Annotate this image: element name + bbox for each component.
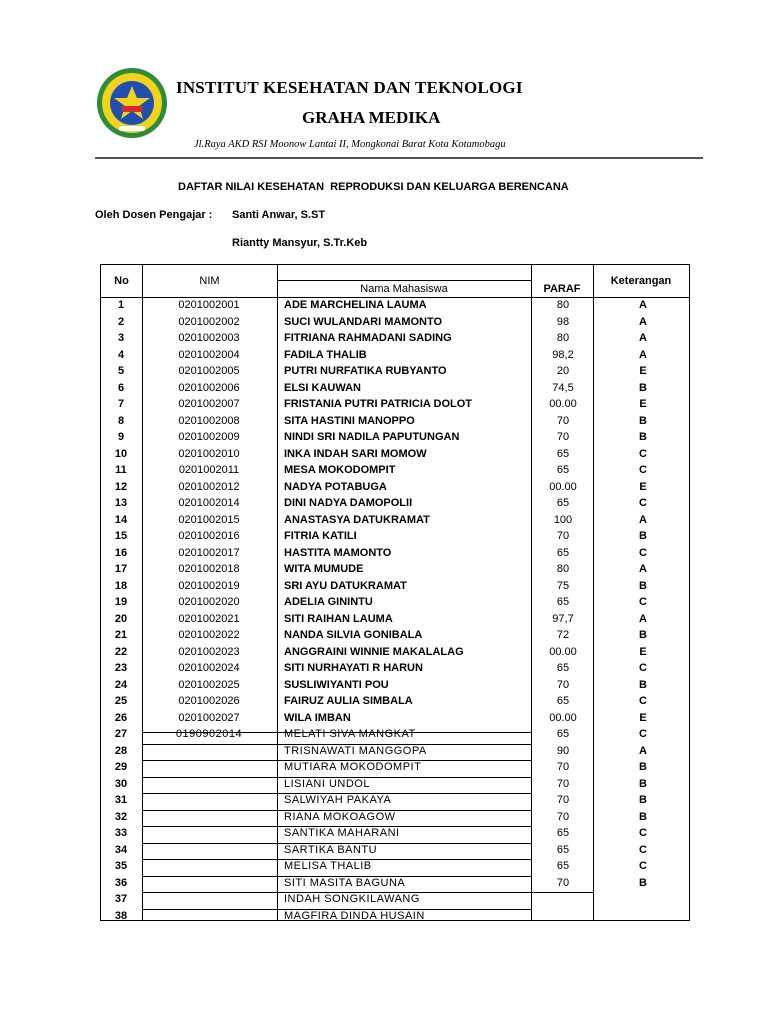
row-keterangan: C bbox=[639, 546, 647, 559]
row-paraf: 65 bbox=[556, 827, 570, 839]
row-keterangan: B bbox=[639, 629, 647, 641]
row-nim: 0201002003 bbox=[178, 332, 240, 344]
row-keterangan: A bbox=[639, 563, 647, 575]
table-row bbox=[100, 891, 690, 908]
row-paraf: 70 bbox=[556, 414, 570, 427]
row-name: MELATI SIVA MANGKAT bbox=[284, 728, 416, 740]
row-name: SITI NURHAYATI R HARUN bbox=[284, 662, 423, 674]
table-row bbox=[100, 776, 690, 793]
row-nim: 0201002027 bbox=[178, 711, 240, 724]
row-paraf: 65 bbox=[556, 843, 570, 856]
row-number: 14 bbox=[114, 513, 128, 526]
row-nim: 0201002015 bbox=[178, 513, 240, 526]
col-header-nim: NIM bbox=[199, 275, 220, 287]
row-keterangan: B bbox=[639, 579, 647, 592]
col-header-name: Nama Mahasiswa bbox=[360, 283, 448, 295]
row-number: 12 bbox=[114, 480, 128, 493]
row-nim: 0201002021 bbox=[178, 612, 240, 625]
row-number: 1 bbox=[117, 299, 125, 311]
row-paraf: 65 bbox=[556, 728, 570, 740]
row-name: SARTIKA BANTU bbox=[284, 843, 378, 856]
table-row bbox=[100, 627, 690, 644]
row-name: MUTIARA MOKODOMPIT bbox=[284, 761, 422, 773]
row-name: FRISTANIA PUTRI PATRICIA DOLOT bbox=[284, 398, 473, 410]
row-keterangan: C bbox=[639, 662, 647, 674]
row-paraf: 70 bbox=[556, 530, 570, 542]
row-paraf: 80 bbox=[556, 563, 570, 575]
row-number: 36 bbox=[114, 876, 128, 889]
table-row bbox=[100, 594, 690, 611]
row-name: SUSLIWIYANTI POU bbox=[284, 678, 389, 691]
row-name: ELSI KAUWAN bbox=[284, 381, 361, 394]
row-keterangan: C bbox=[639, 827, 647, 839]
row-paraf: 72 bbox=[556, 629, 570, 641]
row-name: SRI AYU DATUKRAMAT bbox=[284, 579, 407, 592]
row-name: SANTIKA MAHARANI bbox=[284, 827, 400, 839]
row-number: 6 bbox=[117, 381, 125, 394]
row-keterangan: A bbox=[639, 612, 647, 625]
row-name: SITI RAIHAN LAUMA bbox=[284, 612, 393, 625]
row-number: 33 bbox=[114, 827, 128, 839]
table-row bbox=[100, 792, 690, 809]
row-keterangan: E bbox=[639, 398, 647, 410]
row-nim: 0201002002 bbox=[178, 315, 240, 328]
row-name: NADYA POTABUGA bbox=[284, 480, 387, 493]
row-keterangan: C bbox=[639, 860, 647, 872]
table-row bbox=[100, 710, 690, 727]
table-row bbox=[100, 611, 690, 628]
row-number: 38 bbox=[114, 909, 128, 922]
table-body bbox=[100, 297, 690, 924]
row-number: 22 bbox=[114, 645, 128, 658]
table-row bbox=[100, 330, 690, 347]
row-name: DINI NADYA DAMOPOLII bbox=[284, 497, 413, 509]
row-paraf: 70 bbox=[556, 810, 570, 823]
row-keterangan: B bbox=[639, 761, 647, 773]
row-keterangan: B bbox=[639, 794, 647, 806]
row-paraf: 65 bbox=[556, 662, 570, 674]
row-name: INKA INDAH SARI MOMOW bbox=[284, 447, 427, 460]
row-keterangan: A bbox=[639, 332, 647, 344]
row-number: 18 bbox=[114, 579, 128, 592]
row-paraf: 70 bbox=[556, 876, 570, 889]
row-name: NANDA SILVIA GONIBALA bbox=[284, 629, 423, 641]
row-number: 35 bbox=[114, 860, 128, 872]
row-nim: 0201002016 bbox=[178, 530, 240, 542]
row-nim: 0201002008 bbox=[178, 414, 240, 427]
row-number: 25 bbox=[114, 695, 128, 707]
row-name: SITI MASITA BAGUNA bbox=[284, 876, 406, 889]
row-name: TRISNAWATI MANGGOPA bbox=[284, 744, 427, 757]
row-number: 4 bbox=[117, 348, 125, 361]
row-keterangan: B bbox=[639, 810, 647, 823]
row-name: ANGGRAINI WINNIE MAKALALAG bbox=[284, 645, 464, 658]
row-number: 15 bbox=[114, 530, 128, 542]
row-paraf: 00.00 bbox=[549, 645, 577, 658]
table-row bbox=[100, 446, 690, 463]
col-header-paraf: PARAF bbox=[543, 283, 581, 295]
row-keterangan: C bbox=[639, 464, 647, 476]
row-paraf: 70 bbox=[556, 431, 570, 443]
table-row bbox=[100, 809, 690, 826]
table-row bbox=[100, 545, 690, 562]
table-row bbox=[100, 314, 690, 331]
row-nim: 0201002007 bbox=[178, 398, 240, 410]
table-row bbox=[100, 413, 690, 430]
row-nim: 0201002025 bbox=[178, 678, 240, 691]
row-number: 3 bbox=[117, 332, 125, 344]
row-number: 28 bbox=[114, 744, 128, 757]
row-name: PUTRI NURFATIKA RUBYANTO bbox=[284, 365, 447, 377]
table-row bbox=[100, 528, 690, 545]
row-keterangan: C bbox=[639, 447, 647, 460]
row-name: INDAH SONGKILAWANG bbox=[284, 893, 420, 905]
row-nim: 0201002009 bbox=[178, 431, 240, 443]
row-name: LISIANI UNDOL bbox=[284, 777, 370, 790]
row-paraf: 70 bbox=[556, 761, 570, 773]
col-header-no: No bbox=[114, 275, 129, 287]
row-nim: 0201002026 bbox=[178, 695, 240, 707]
row-number: 8 bbox=[117, 414, 125, 427]
table-row bbox=[100, 759, 690, 776]
table-row bbox=[100, 677, 690, 694]
row-name: NINDI SRI NADILA PAPUTUNGAN bbox=[284, 431, 460, 443]
row-nim: 0201002011 bbox=[178, 464, 240, 476]
row-paraf: 90 bbox=[556, 744, 570, 757]
row-number: 31 bbox=[114, 794, 128, 806]
table-row bbox=[100, 875, 690, 892]
row-number: 19 bbox=[114, 596, 128, 608]
row-keterangan: B bbox=[639, 777, 647, 790]
row-keterangan: B bbox=[639, 414, 647, 427]
table-row bbox=[100, 908, 690, 925]
table-row bbox=[100, 297, 690, 314]
lecturer-label: Oleh Dosen Pengajar : bbox=[95, 209, 213, 221]
table-row bbox=[100, 495, 690, 512]
row-name: FITRIA KATILI bbox=[284, 530, 357, 542]
row-paraf: 98 bbox=[556, 315, 570, 328]
table-row bbox=[100, 363, 690, 380]
row-paraf: 65 bbox=[556, 464, 570, 476]
row-number: 26 bbox=[114, 711, 128, 724]
row-keterangan: A bbox=[639, 513, 647, 526]
row-number: 32 bbox=[114, 810, 128, 823]
row-nim: 0201002001 bbox=[178, 299, 240, 311]
row-paraf: 65 bbox=[556, 447, 570, 460]
row-name: MELISA THALIB bbox=[284, 860, 372, 872]
institution-name-line1: INSTITUT KESEHATAN DAN TEKNOLOGI bbox=[176, 78, 523, 97]
row-paraf: 98,2 bbox=[552, 348, 574, 361]
row-nim: 0201002023 bbox=[178, 645, 240, 658]
row-keterangan: E bbox=[639, 645, 647, 658]
row-nim: 0201002017 bbox=[178, 546, 240, 559]
table-row bbox=[100, 578, 690, 595]
table-row bbox=[100, 842, 690, 859]
table-row bbox=[100, 479, 690, 496]
row-keterangan: A bbox=[639, 299, 647, 311]
row-number: 21 bbox=[114, 629, 128, 641]
row-number: 37 bbox=[114, 893, 128, 905]
table-row bbox=[100, 825, 690, 842]
row-nim: 0201002014 bbox=[178, 497, 240, 509]
row-paraf: 80 bbox=[556, 299, 570, 311]
row-name: WITA MUMUDE bbox=[284, 563, 364, 575]
row-paraf: 70 bbox=[556, 794, 570, 806]
row-keterangan: A bbox=[639, 348, 647, 361]
row-number: 5 bbox=[117, 365, 125, 377]
row-keterangan: C bbox=[639, 596, 647, 608]
table-row bbox=[100, 858, 690, 875]
row-keterangan: E bbox=[639, 711, 647, 724]
row-nim: 0201002022 bbox=[178, 629, 240, 641]
institution-logo bbox=[95, 66, 169, 140]
row-keterangan: A bbox=[639, 744, 647, 757]
table-row bbox=[100, 380, 690, 397]
row-name: MESA MOKODOMPIT bbox=[284, 464, 396, 476]
row-name: MAGFIRA DINDA HUSAIN bbox=[284, 909, 425, 922]
table-row bbox=[100, 743, 690, 760]
row-nim: 0201002019 bbox=[178, 579, 240, 592]
row-paraf: 00.00 bbox=[549, 398, 577, 410]
row-number: 9 bbox=[117, 431, 125, 443]
col-header-ket: Keterangan bbox=[610, 275, 672, 287]
table-row bbox=[100, 660, 690, 677]
row-number: 2 bbox=[117, 315, 125, 328]
row-nim: 0201002012 bbox=[178, 480, 240, 493]
row-number: 30 bbox=[114, 777, 128, 790]
row-paraf: 74,5 bbox=[552, 381, 574, 394]
row-keterangan: B bbox=[639, 876, 647, 889]
row-paraf: 65 bbox=[556, 497, 570, 509]
row-name: ADE MARCHELINA LAUMA bbox=[284, 299, 427, 311]
table-row bbox=[100, 693, 690, 710]
row-keterangan: B bbox=[639, 530, 647, 542]
row-name: WILA IMBAN bbox=[284, 711, 351, 724]
row-keterangan: B bbox=[639, 431, 647, 443]
row-number: 11 bbox=[115, 464, 127, 476]
row-keterangan: B bbox=[639, 381, 647, 394]
row-paraf: 70 bbox=[556, 777, 570, 790]
row-paraf: 97,7 bbox=[552, 612, 574, 625]
row-keterangan: C bbox=[639, 497, 647, 509]
institution-name-line2: GRAHA MEDIKA bbox=[302, 108, 441, 127]
row-nim: 0201002004 bbox=[178, 348, 240, 361]
row-paraf: 65 bbox=[556, 546, 570, 559]
row-nim: 0201002018 bbox=[178, 563, 240, 575]
row-paraf: 65 bbox=[556, 695, 570, 707]
header-divider bbox=[95, 157, 703, 159]
row-number: 10 bbox=[114, 447, 128, 460]
institution-address: Jl.Raya AKD RSI Moonow Lantai II, Mongkonai Barat Kota Kotamobagu bbox=[194, 139, 506, 150]
row-paraf: 65 bbox=[556, 860, 570, 872]
row-keterangan: A bbox=[639, 315, 647, 328]
row-number: 27 bbox=[114, 728, 128, 740]
row-number: 29 bbox=[114, 761, 128, 773]
row-name: FADILA THALIB bbox=[284, 348, 367, 361]
row-keterangan: B bbox=[639, 678, 647, 691]
row-paraf: 100 bbox=[553, 513, 573, 526]
table-row bbox=[100, 561, 690, 578]
row-number: 16 bbox=[114, 546, 128, 559]
row-paraf: 80 bbox=[556, 332, 570, 344]
table-row bbox=[100, 347, 690, 364]
lecturer-2: Riantty Mansyur, S.Tr.Keb bbox=[232, 237, 368, 249]
table-row bbox=[100, 644, 690, 661]
lecturer-1: Santi Anwar, S.ST bbox=[232, 209, 326, 221]
row-nim: 0201002010 bbox=[178, 447, 240, 460]
row-number: 17 bbox=[114, 563, 128, 575]
table-row bbox=[100, 512, 690, 529]
row-keterangan: E bbox=[639, 480, 647, 493]
row-nim: 0190902014 bbox=[175, 728, 243, 740]
row-name: RIANA MOKOAGOW bbox=[284, 810, 396, 823]
row-keterangan: E bbox=[639, 365, 647, 377]
row-nim: 0201002005 bbox=[178, 365, 240, 377]
row-keterangan: C bbox=[639, 728, 647, 740]
row-paraf: 65 bbox=[556, 596, 570, 608]
row-number: 23 bbox=[114, 662, 128, 674]
document-title: DAFTAR NILAI KESEHATAN REPRODUKSI DAN KELUARGA BERENCANA bbox=[178, 181, 569, 193]
row-number: 24 bbox=[114, 678, 128, 691]
row-paraf: 00.00 bbox=[549, 480, 577, 493]
table-row bbox=[100, 429, 690, 446]
header-subline bbox=[277, 280, 531, 281]
table-row bbox=[100, 726, 690, 743]
row-number: 34 bbox=[114, 843, 128, 856]
row-name: ANASTASYA DATUKRAMAT bbox=[284, 513, 430, 526]
row-name: SUCI WULANDARI MAMONTO bbox=[284, 315, 443, 328]
row-nim: 0201002024 bbox=[178, 662, 240, 674]
row-paraf: 20 bbox=[556, 365, 570, 377]
row-name: SALWIYAH PAKAYA bbox=[284, 794, 392, 806]
row-nim: 0201002006 bbox=[178, 381, 240, 394]
row-keterangan: C bbox=[639, 695, 647, 707]
row-paraf: 75 bbox=[556, 579, 570, 592]
row-name: ADELIA GININTU bbox=[284, 596, 373, 608]
row-keterangan: C bbox=[639, 843, 647, 856]
row-nim: 0201002020 bbox=[178, 596, 240, 608]
row-paraf: 00.00 bbox=[549, 711, 577, 724]
row-name: HASTITA MAMONTO bbox=[284, 546, 392, 559]
table-row bbox=[100, 396, 690, 413]
row-number: 7 bbox=[117, 398, 125, 410]
row-name: FAIRUZ AULIA SIMBALA bbox=[284, 695, 413, 707]
row-name: SITA HASTINI MANOPPO bbox=[284, 414, 415, 427]
row-number: 20 bbox=[114, 612, 128, 625]
row-name: FITRIANA RAHMADANI SADING bbox=[284, 332, 452, 344]
row-paraf: 70 bbox=[556, 678, 570, 691]
row-number: 13 bbox=[114, 497, 128, 509]
table-row bbox=[100, 462, 690, 479]
